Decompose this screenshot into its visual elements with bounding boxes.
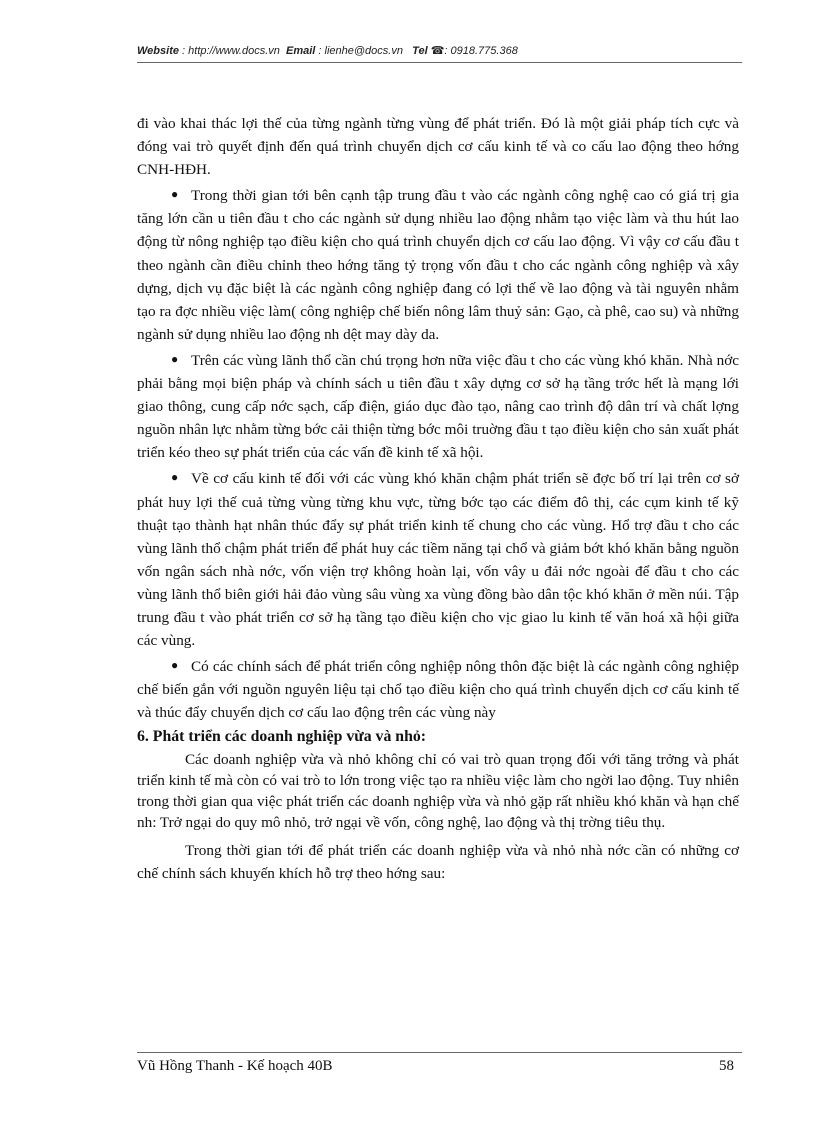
- document-body: [137, 112, 739, 887]
- footer-author: Vũ Hồng Thanh - Kế hoạch 40B: [137, 1058, 333, 1074]
- bullet-icon: ●: [171, 187, 179, 202]
- bullet-paragraph: [137, 348, 739, 464]
- website-value: : http://www.docs.vn: [182, 45, 280, 57]
- bullet-paragraph: [137, 183, 739, 346]
- bullet-text: Trong thời gian tới bên cạnh tập trung đầu t vào các ngành công nghệ cao có giá trị gia tăng lớn cần u tiên đầu t cho các ngành sử dụng nhiều lao động nhằm tạo việc làm và thu hút lao động từ nông nghiệp tạo điều kiện cho quá trình chuyển dịch cơ cấu lao động. Vì vậy cơ cấu đầu t theo ngành cần điều chỉnh theo hớng tăng tỷ trọng vốn đầu t cho các ngành công nghiệp và xây dựng, dịch vụ đặc biệt là các ngành công nghiệp đang có lợi thế về lao động và tài nguyên nhằm tạo ra đợc nhiều việc làm( công nghiệp chế biến nông lâm thuỷ sản: Gạo, cà phê, cao su) và những ngành sử dụng nhiều lao động nh dệt may dày da.: [137, 187, 739, 343]
- website-label: Website: [137, 45, 179, 57]
- bullet-paragraph: [137, 466, 739, 652]
- section-paragraph: Các doanh nghiệp vừa và nhỏ không chỉ có vai trò quan trọng đối với tăng trởng và phát triển kinh tế mà còn có vai trò to lớn trong việc tạo ra nhiều việc làm cho ngời lao động. Tuy nhiên trong thời gian qua việc phát triển các doanh nghiệp vừa và nhỏ gặp rất nhiều khó khăn và hạn chế nh: Trở ngại do quy mô nhỏ, trở ngại về vốn, công nghệ, lao động và thị trờng tiêu thụ.: [137, 751, 739, 832]
- page-number: 58: [719, 1058, 734, 1074]
- section-heading: 6. Phát triển các doanh nghiệp vừa và nhỏ:: [137, 728, 427, 746]
- bullet-text: Về cơ cấu kinh tế đối với các vùng khó khăn chậm phát triển sẽ đợc bố trí lại trên cơ sở phát huy lợi thế cuả từng vùng từng khu vực, từng bớc tạo các điểm đô thị, các cụm kinh tế kỹ thuật tạo thành hạt nhân thúc đẩy sự phát triển kinh tế chung cho các vùng. Hổ trợ đầu t cho các vùng lãnh thổ chậm phát triển để phát huy các tiềm năng tại chổ và giảm bớt khó khăn bằng nguồn vốn ngân sách nhà nớc, vốn viện trợ không hoàn lại, vốn vây u đải nớc ngoài để đầu t cho các vùng lãnh thổ biên giới hải đảo vùng sâu vùng xa vùng đồng bào dân tộc khó khăn ở mền núi. Tập trung đầu t vào phát triển cơ sở hạ tầng tạo điều kiện cho vịc giao lu kinh tế văn hoá xã hội giữa các vùng.: [137, 470, 739, 650]
- footer-divider: [137, 1052, 742, 1053]
- email-value: : lienhe@docs.vn: [318, 45, 403, 57]
- phone-icon: ☎: [430, 45, 445, 57]
- bullet-paragraph: [137, 654, 739, 724]
- section-paragraph: Trong thời gian tới để phát triển các doanh nghiệp vừa và nhỏ nhà nớc cần có những cơ chế chính sách khuyến khích hỗ trợ theo hớng sau:: [137, 842, 739, 883]
- header-divider: [137, 62, 742, 63]
- bullet-icon: ●: [171, 470, 179, 485]
- page-header: [137, 44, 742, 57]
- intro-paragraph: đi vào khai thác lợi thế của từng ngành từng vùng để phát triển. Đó là một giải pháp tích cực và đóng vai trò quyết định đến quá trình chuyển dịch cơ cấu kinh tế và co cấu lao động theo hớng CNH-HĐH.: [137, 115, 739, 179]
- bullet-icon: ●: [171, 658, 179, 673]
- bullet-text: Có các chính sách để phát triển công nghiệp nông thôn đặc biệt là các ngành công nghiệp chế biến gắn với nguồn nguyên liệu tại chổ tạo điều kiện cho quá trình chuyển dịch cơ cấu kinh tế và thúc đẩy chuyển dịch cơ cấu lao động trên các vùng này: [137, 658, 739, 722]
- tel-value: : 0918.775.368: [444, 45, 518, 57]
- tel-label: Tel: [412, 45, 428, 57]
- bullet-icon: ●: [171, 351, 179, 366]
- email-label: Email: [286, 45, 316, 57]
- bullet-text: Trên các vùng lãnh thổ cần chú trọng hơn nữa việc đầu t cho các vùng khó khăn. Nhà nớc phải bằng mọi biện pháp và chính sách u tiên đầu t xây dựng cơ sở hạ tầng trớc hết là mạng lới giao thông, cung cấp nớc sạch, cấp điện, giáo dục đào tạo, nâng cao trình độ dân trí và chất lợng nguồn nhân lực nhằm từng bớc cải thiện từng bớc môi truờng đầu t tạo điều kiện cho sản xuất phát triển kéo theo sự phát triển của các vấn đề kinh tế xã hội.: [137, 351, 739, 462]
